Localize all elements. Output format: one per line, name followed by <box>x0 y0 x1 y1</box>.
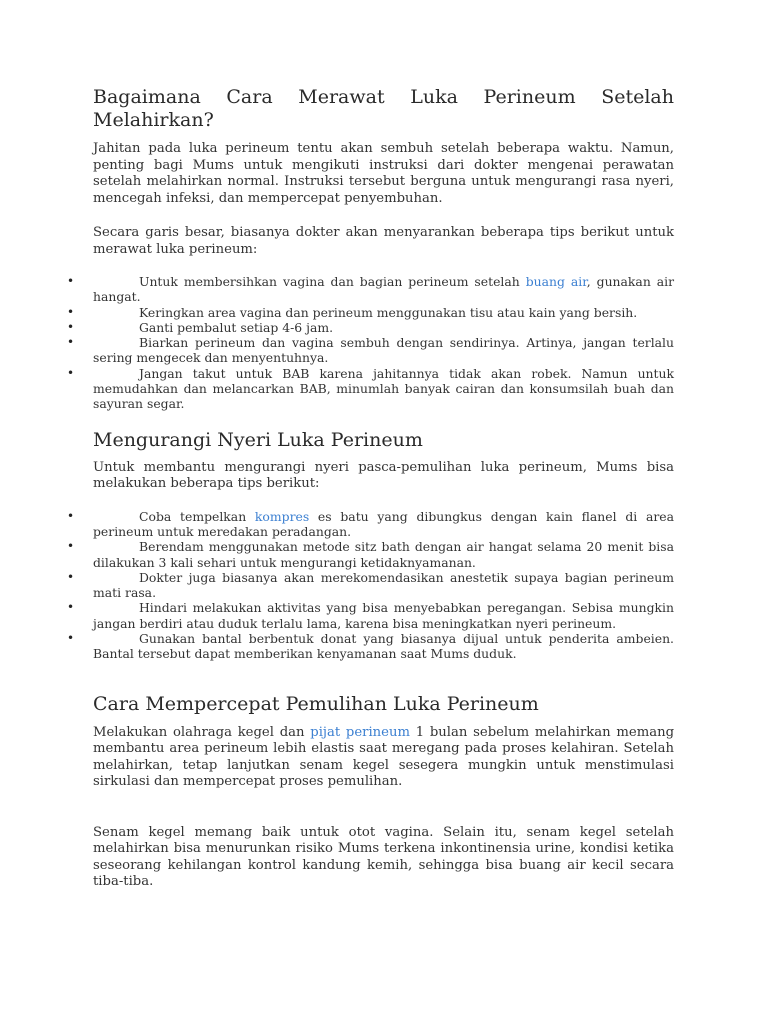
bullet-icon: • <box>67 274 75 288</box>
link-kompres[interactable]: kompres <box>254 508 310 524</box>
paragraph-jahitan: Jahitan pada luka perineum tentu akan sembuh setelah beberapa waktu. Namun, penting bagi Mums untuk mengikuti instruksi dari dokter mengenai perawatan setelah melahirkan normal. Instruksi tersebut berguna untuk mengurangi rasa nyeri, mencegah infeksi, dan mempercepat penyembuhan. <box>93 141 674 206</box>
bullet-icon: • <box>67 508 75 523</box>
list-item: • Biarkan perineum dan vagina sembuh dengan sendirinya. Artinya, jangan terlalu sering mengecek dan menyentuhnya. <box>67 335 674 366</box>
bullet-icon: • <box>67 569 75 584</box>
section-heading-mempercepat: Cara Mempercepat Pemulihan Luka Perineum <box>93 692 539 715</box>
paragraph-senam-kegel: Senam kegel memang baik untuk otot vagina. Selain itu, senam kegel setelah melahirkan bisa menurunkan risiko Mums terkena inkontinensia urine, kondisi ketika seseorang kehilangan kontrol kandung kemih, sehingga bisa buang air kecil secara tiba-tiba. <box>93 824 674 890</box>
link-pijat-perineum[interactable]: pijat perineum <box>310 724 410 740</box>
list-item: • Gunakan bantal berbentuk donat yang biasanya dijual untuk penderita ambeien. Bantal tersebut dapat memberikan kenyamanan saat Mums duduk. <box>67 631 674 662</box>
section-heading-nyeri: Mengurangi Nyeri Luka Perineum <box>93 428 423 451</box>
article <box>67 86 675 891</box>
section-heading-merawat: Bagaimana Cara Merawat Luka Perineum Setelah Melahirkan? <box>93 86 674 131</box>
list-item: • Dokter juga biasanya akan merekomendasikan anestetik supaya bagian perineum mati rasa. <box>67 569 674 601</box>
paragraph-membantu: Untuk membantu mengurangi nyeri pasca-pemulihan luka perineum, Mums bisa melakukan beberapa tips berikut: <box>93 459 674 492</box>
list-item: • Jangan takut untuk BAB karena jahitannya tidak akan robek. Namun untuk memudahkan dan melancarkan BAB, minumlah banyak cairan dan konsumsilah buah dan sayuran segar. <box>67 365 674 412</box>
tips-list-nyeri <box>67 508 674 662</box>
bullet-icon: • <box>67 631 75 646</box>
list-item: • Keringkan area vagina dan perineum menggunakan tisu atau kain yang bersih. <box>67 304 638 320</box>
list-item: • Coba tempelkan kompres es batu yang dibungkus dengan kain flanel di area perineum untuk meredakan peradangan. <box>67 508 674 539</box>
list-item: • Hindari melakukan aktivitas yang bisa menyebabkan peregangan. Sebisa mungkin jangan berdiri atau duduk terlalu lama, karena bisa meningkatkan nyeri perineum. <box>67 600 674 631</box>
paragraph-kegel: Melakukan olahraga kegel dan pijat perineum 1 bulan sebelum melahirkan memang membantu area perineum lebih elastis saat meregang pada proses kelahiran. Setelah melahirkan, tetap lanjutkan senam kegel sesegera mungkin untuk menstimulasi sirkulasi dan mempercepat proses pemulihan. <box>93 724 675 790</box>
bullet-icon: • <box>67 365 75 380</box>
list-item: • Berendam menggunakan metode sitz bath dengan air hangat selama 20 menit bisa dilakukan 3 kali sehari untuk mengurangi ketidaknyamanan. <box>67 539 674 570</box>
link-buang-air[interactable]: buang air <box>525 274 587 289</box>
bullet-icon: • <box>67 600 75 615</box>
bullet-icon: • <box>67 319 75 334</box>
bullet-icon: • <box>67 539 75 554</box>
paragraph-garis-besar: Secara garis besar, biasanya dokter akan menyarankan beberapa tips berikut untuk merawat luka perineum: <box>93 225 674 257</box>
bullet-icon: • <box>67 304 75 319</box>
tips-list-merawat <box>67 274 675 412</box>
list-item: • Ganti pembalut setiap 4-6 jam. <box>67 319 334 335</box>
bullet-icon: • <box>67 335 75 350</box>
list-item: • Untuk membersihkan vagina dan bagian perineum setelah buang air, gunakan air hangat. <box>67 274 675 305</box>
